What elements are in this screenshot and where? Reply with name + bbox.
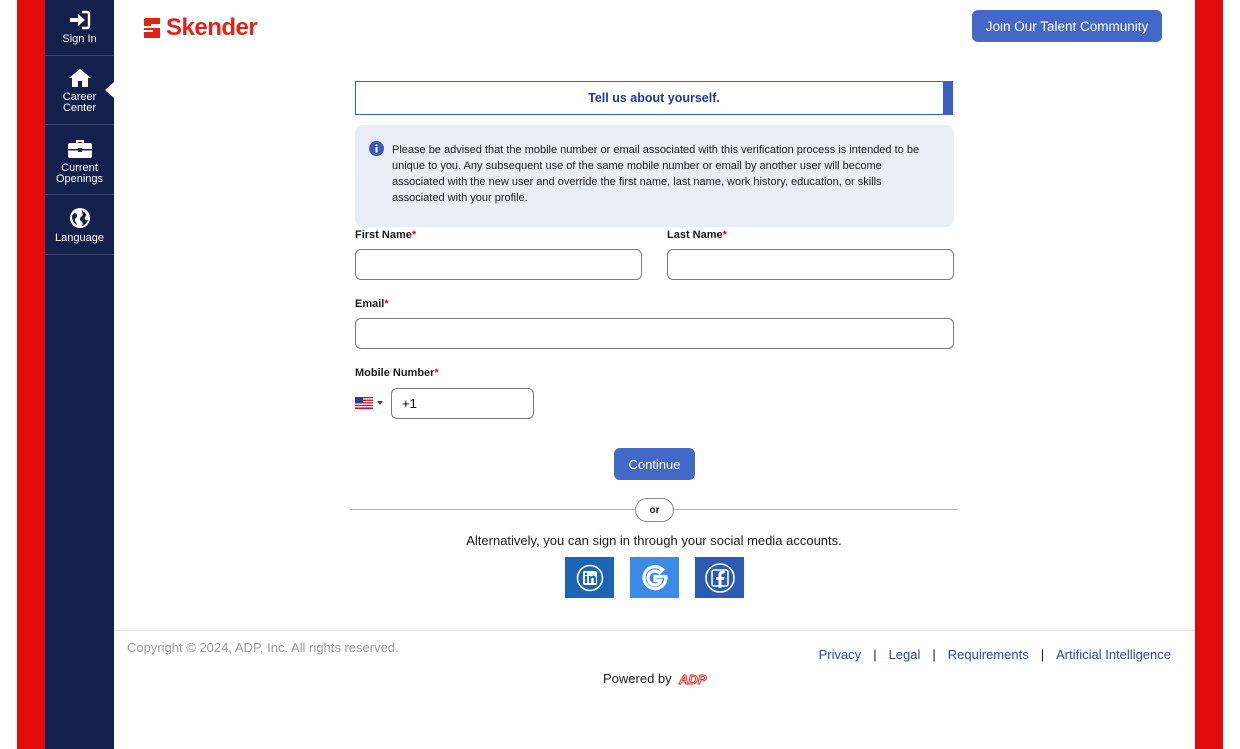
- mobile-number-input[interactable]: [391, 388, 534, 419]
- sign-in-icon: [69, 10, 91, 30]
- form-title-text: Tell us about yourself.: [588, 91, 720, 105]
- svg-text:ADP: ADP: [678, 671, 707, 686]
- first-name-label: First Name*: [355, 229, 417, 241]
- sidebar-item-career-center[interactable]: [45, 68, 114, 125]
- chevron-down-icon[interactable]: [377, 401, 383, 405]
- footer-links: [819, 647, 1171, 662]
- mobile-number-label: Mobile Number*: [355, 367, 439, 379]
- requirements-link[interactable]: Requirements: [947, 647, 1029, 662]
- sidebar-item-label: Sign In: [62, 33, 97, 45]
- sidebar-item-label: Current Openings: [55, 162, 104, 185]
- facebook-icon: [704, 562, 736, 594]
- us-flag-icon[interactable]: [355, 397, 373, 409]
- globe-icon: [69, 207, 91, 229]
- privacy-link[interactable]: Privacy: [818, 647, 862, 662]
- sidebar-item-language[interactable]: [45, 207, 114, 255]
- brand-name: Skender: [166, 14, 258, 41]
- copyright-text: Copyright © 2024, ADP, Inc. All rights reserved.: [127, 640, 399, 655]
- footer-separator: |: [873, 647, 877, 662]
- skender-logo-mark: [142, 17, 162, 39]
- social-sign-in-text: Alternatively, you can sign in through your social media accounts.: [466, 533, 842, 548]
- legal-link[interactable]: Legal: [888, 647, 921, 662]
- sidebar-item-sign-in[interactable]: [45, 10, 114, 56]
- continue-button[interactable]: Continue: [614, 448, 695, 480]
- email-input[interactable]: [355, 318, 954, 349]
- powered-by: [603, 671, 708, 686]
- or-separator: or: [635, 498, 674, 522]
- home-icon: [68, 68, 92, 88]
- adp-logo[interactable]: [678, 672, 708, 686]
- first-name-input[interactable]: [355, 249, 642, 280]
- last-name-label: Last Name*: [667, 229, 727, 241]
- sidebar-item-current-openings[interactable]: [45, 137, 114, 195]
- active-nav-indicator: [105, 82, 114, 98]
- right-red-border: [1195, 0, 1223, 749]
- footer-separator: |: [1040, 647, 1045, 662]
- google-icon: [640, 563, 670, 593]
- notice-text: Please be advised that the mobile number or email associated with this verification process is intended to be unique to you. Any subsequent use of the same mobile number or email by another user will become associated with the new user and override the first name, last name, work history, education, or skills associated with your profile.: [392, 144, 920, 204]
- footer-divider: [114, 630, 1195, 631]
- linkedin-sign-in-button[interactable]: [565, 557, 614, 598]
- verification-notice: [355, 125, 954, 227]
- google-sign-in-button[interactable]: [630, 557, 679, 598]
- sidebar-item-label: Language: [55, 232, 104, 244]
- right-margin: [1223, 0, 1240, 749]
- artificial-intelligence-link[interactable]: Artificial Intelligence: [1056, 647, 1171, 662]
- facebook-sign-in-button[interactable]: [695, 557, 744, 598]
- left-red-border: [17, 0, 45, 749]
- linkedin-icon: [576, 564, 604, 592]
- footer-separator: |: [932, 647, 936, 662]
- powered-by-text: Powered by: [603, 671, 672, 686]
- info-icon: [369, 141, 384, 156]
- email-label: Email*: [355, 298, 389, 310]
- title-accent-bar: [943, 82, 952, 114]
- briefcase-icon: [67, 137, 93, 159]
- join-talent-community-button[interactable]: Join Our Talent Community: [972, 10, 1162, 42]
- sidebar-item-label: Career Center: [62, 91, 97, 114]
- sidebar: [45, 0, 114, 749]
- last-name-input[interactable]: [667, 249, 954, 280]
- brand-logo[interactable]: [142, 14, 257, 42]
- form-title: [355, 81, 953, 115]
